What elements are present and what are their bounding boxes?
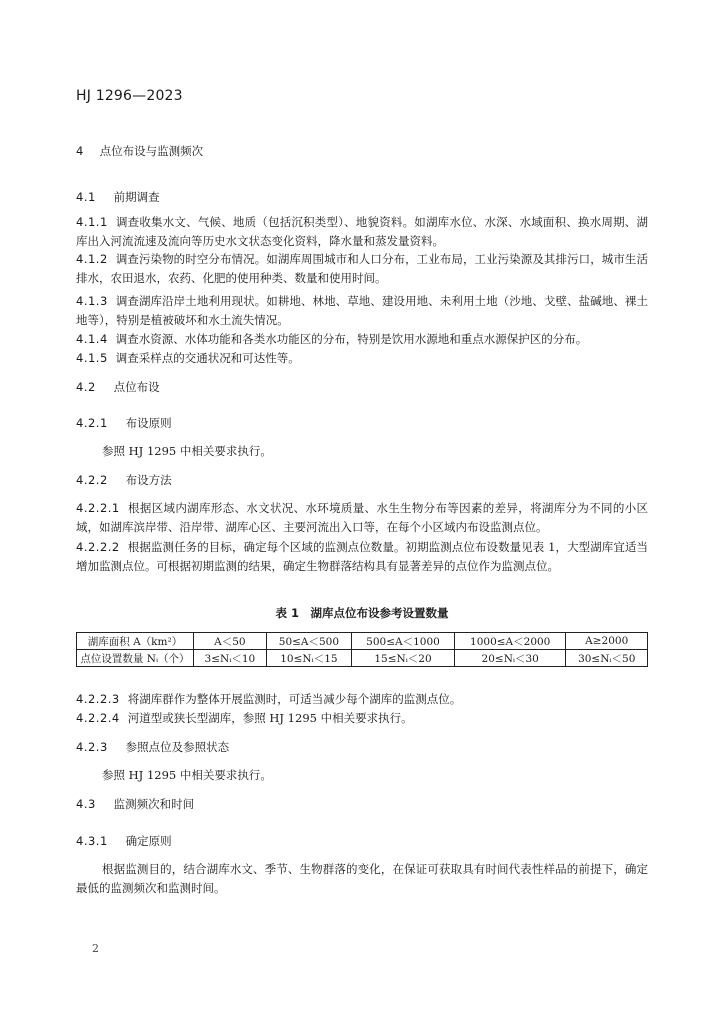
section-number: 4.3: [76, 797, 96, 811]
table-cell: 500≤A＜1000: [352, 633, 455, 650]
table-cell: 点位设置数量 Nᵢ（个）: [77, 650, 194, 667]
section-title: 点位布设与监测频次: [99, 144, 204, 158]
section-title: 布设原则: [125, 416, 172, 430]
table-cell: 30≤Nᵢ＜50: [566, 650, 648, 667]
section-number: 4.2.3: [76, 740, 108, 754]
section-4-2-heading: [76, 378, 160, 396]
table-1: [76, 632, 648, 667]
clause-number: 4.2.2.2: [76, 540, 120, 554]
section-title: 布设方法: [125, 473, 172, 487]
section-number: 4.2.1: [76, 416, 108, 430]
table-cell: 3≤Nᵢ＜10: [194, 650, 267, 667]
clause-4-2-2-2: [76, 538, 648, 575]
clause-number: 4.1.2: [76, 252, 108, 266]
clause-text: 调查湖库沿岸土地利用现状。如耕地、林地、草地、建设用地、未利用土地（沙地、戈壁、盐碱地、裸土地等），特别是植被破坏和水土流失情况。: [76, 294, 648, 327]
standard-code-header: HJ 1296—2023: [76, 88, 183, 104]
clause-4-1-3: [76, 292, 648, 329]
clause-text: 调查污染物的时空分布情况。如湖库周围城市和人口分布，工业布局，工业污染源及其排污口，城市生活排水，农田退水，农药、化肥的使用种类、数量和使用时间。: [76, 252, 648, 285]
section-title: 监测频次和时间: [113, 797, 195, 811]
table-cell: 10≤Nᵢ＜15: [266, 650, 351, 667]
section-number: 4.1: [76, 190, 96, 204]
clause-text: 河道型或狭长型湖库，参照 HJ 1295 中相关要求执行。: [127, 711, 413, 725]
table-cell: 20≤Nᵢ＜30: [454, 650, 566, 667]
clause-4-2-1-text: 参照 HJ 1295 中相关要求执行。: [102, 444, 272, 458]
clause-4-2-2-4: [76, 709, 648, 728]
clause-number: 4.1.3: [76, 294, 108, 308]
table-cell: 50≤A＜500: [266, 633, 351, 650]
clause-4-2-2-3: [76, 690, 648, 709]
section-number: 4.2: [76, 380, 96, 394]
clause-text: 根据区域内湖库形态、水文状况、水环境质量、水生生物分布等因素的差异，将湖库分为不同的小区域，如湖库滨岸带、沿岸带、湖库心区、主要河流出入口等，在每个小区域内布设监测点位。: [76, 501, 648, 534]
clause-number: 4.2.2.1: [76, 501, 120, 515]
table-1-caption: 表 1 湖库点位布设参考设置数量: [275, 606, 449, 620]
table-cell: 湖库面积 A（km²）: [77, 633, 194, 650]
clause-4-1-2: [76, 250, 648, 287]
section-4-2-2-heading: [76, 471, 172, 489]
clause-text: 调查水资源、水体功能和各类水功能区的分布，特别是饮用水源地和重点水源保护区的分布。: [115, 332, 588, 346]
section-title: 前期调查: [113, 190, 160, 204]
clause-4-1-5: [76, 349, 648, 368]
table-cell: A＜50: [194, 633, 267, 650]
section-4-3-heading: [76, 795, 194, 813]
section-4-1-heading: [76, 188, 160, 206]
section-4-heading: [76, 142, 203, 160]
clause-4-1-1: [76, 213, 648, 250]
clause-number: 4.2.2.3: [76, 692, 120, 706]
table-cell: A≥2000: [566, 633, 648, 650]
section-title: 参照点位及参照状态: [125, 740, 230, 754]
clause-text: 根据监测任务的目标，确定每个区域的监测点位数量。初期监测点位布设数量见表 1，大型湖库宜适当增加监测点位。可根据初期监测的结果，确定生物群落结构具有显著差异的点位作为监测点位。: [76, 540, 648, 573]
clause-text: 调查收集水文、气候、地质（包括沉积类型）、地貌资料。如湖库水位、水深、水域面积、换水周期、湖库出入河流流速及流向等历史水文状态变化资料，降水量和蒸发量资料。: [76, 215, 648, 248]
clause-number: 4.1.5: [76, 351, 108, 365]
section-4-3-1-heading: [76, 832, 172, 850]
clause-number: 4.1.1: [76, 215, 108, 229]
clause-4-2-2-1: [76, 499, 648, 536]
section-4-2-3-heading: [76, 738, 229, 756]
section-number: 4.3.1: [76, 834, 108, 848]
section-title: 点位布设: [113, 380, 160, 394]
clause-text: 调查采样点的交通状况和可达性等。: [115, 351, 300, 365]
page-number: 2: [92, 942, 99, 955]
clause-number: 4.1.4: [76, 332, 108, 346]
clause-4-2-3-text: 参照 HJ 1295 中相关要求执行。: [102, 768, 272, 782]
clause-4-1-4: [76, 330, 648, 349]
clause-4-3-1-text: 根据监测目的，结合湖库水文、季节、生物群落的变化，在保证可获取具有时间代表性样品的前提下，确定最低的监测频次和监测时间。: [76, 862, 648, 895]
table-cell: 1000≤A＜2000: [454, 633, 566, 650]
section-number: 4: [76, 144, 84, 158]
section-4-2-1-heading: [76, 414, 172, 432]
section-title: 确定原则: [125, 834, 172, 848]
table-cell: 15≤Nᵢ＜20: [352, 650, 455, 667]
clause-number: 4.2.2.4: [76, 711, 120, 725]
table-row: [77, 650, 648, 667]
clause-text: 将湖库群作为整体开展监测时，可适当减少每个湖库的监测点位。: [127, 692, 462, 706]
table-row: [77, 633, 648, 650]
section-number: 4.2.2: [76, 473, 108, 487]
